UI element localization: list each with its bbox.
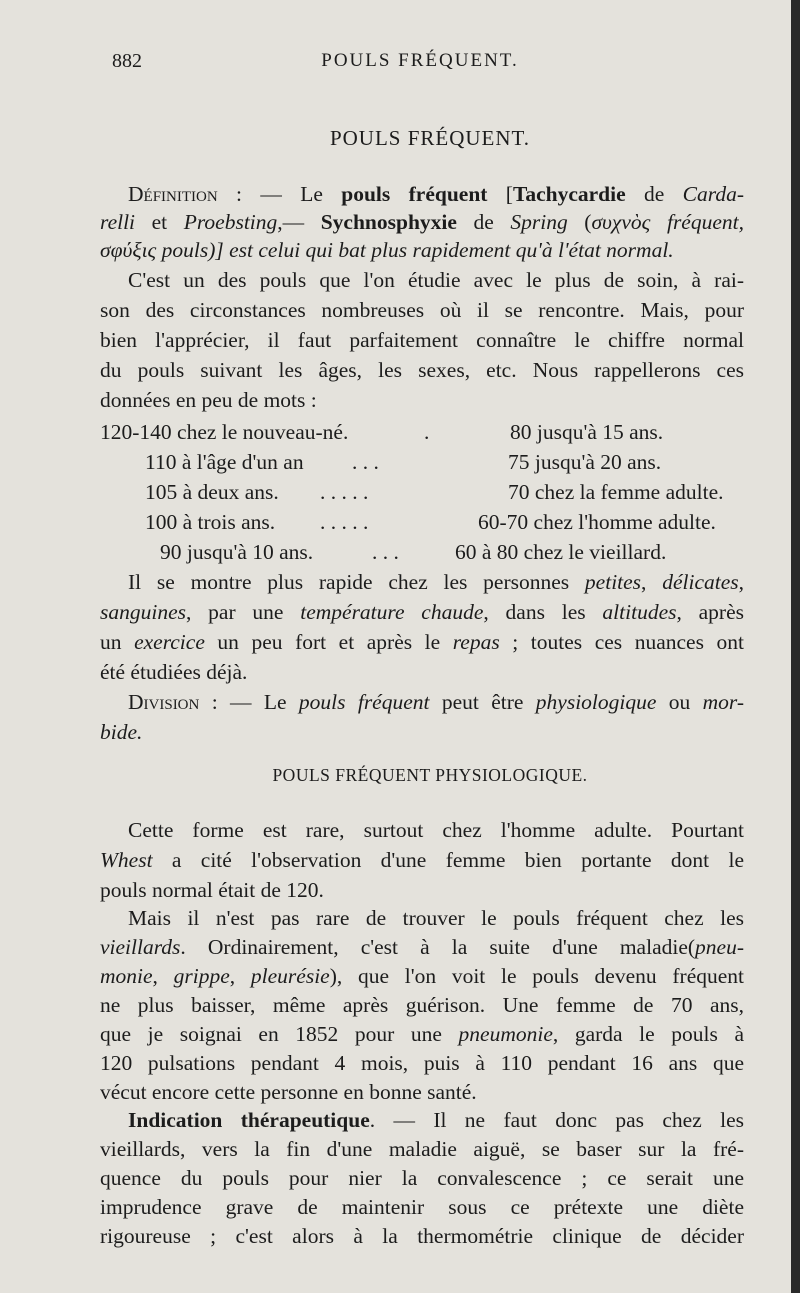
subsection-title: POULS FRÉQUENT PHYSIOLOGIQUE. (272, 765, 588, 785)
rates-left-3: 105 à deux ans. (145, 480, 279, 504)
p5-line-3: quence du pouls pour nier la convalescence ; ce serait une (100, 1166, 744, 1190)
rates-dots-1: . (424, 420, 430, 444)
p1-line-2: son des circonstances nombreuses où il se rencontre. Mais, pour (100, 298, 744, 322)
p5-line-5: rigoureuse ; c'est alors à la thermométrie clinique de décider (100, 1224, 744, 1248)
rates-dots-3: . . . . . (320, 480, 369, 504)
p2-line-1: Il se montre plus rapide chez les personnes petites, délicates, (128, 570, 744, 594)
p1-line-5: données en peu de mots : (100, 388, 317, 412)
rates-left-1: 120-140 chez le nouveau-né. (100, 420, 349, 444)
rates-right-1: 80 jusqu'à 15 ans. (510, 420, 664, 444)
rates-left-2: 110 à l'âge d'un an (145, 450, 304, 474)
rates-left-5: 90 jusqu'à 10 ans. (160, 540, 314, 564)
definition-line-3: σφύξις pouls)] est celui qui bat plus rapidement qu'à l'état normal. (100, 238, 674, 262)
p4-line-1: Mais il n'est pas rare de trouver le pouls fréquent chez les (128, 906, 744, 930)
definition-line-1: Définition : — Le pouls fréquent [Tachycardie de Carda- (128, 182, 744, 206)
p4-line-4: ne plus baisser, même après guérison. Une femme de 70 ans, (100, 993, 744, 1017)
definition-line-2: relli et Proebsting,— Sychnosphyxie de Spring (συχνὸς fréquent, (100, 210, 744, 234)
p1-line-3: bien l'apprécier, il faut parfaitement connaître le chiffre normal (100, 328, 744, 352)
rates-dots-2: . . . (352, 450, 379, 474)
p5-line-4: imprudence grave de maintenir sous ce prétexte une diète (100, 1195, 744, 1219)
p3-line-3: pouls normal était de 120. (100, 878, 324, 902)
p3-line-1: Cette forme est rare, surtout chez l'homme adulte. Pourtant (128, 818, 744, 842)
section-title: POULS FRÉQUENT. (329, 126, 531, 150)
p2-line-2: sanguines, par une température chaude, dans les altitudes, après (100, 600, 745, 624)
p4-line-2: vieillards. Ordinairement, c'est à la suite d'une maladie(pneu- (100, 935, 744, 959)
division-line-1: Division : — Le pouls fréquent peut être physiologique ou mor- (128, 690, 744, 714)
rates-right-4: 60-70 chez l'homme adulte. (478, 510, 716, 534)
rates-right-3: 70 chez la femme adulte. (508, 480, 724, 504)
p1-line-4: du pouls suivant les âges, les sexes, etc. Nous rappellerons ces (100, 358, 744, 382)
p4-line-3: monie, grippe, pleurésie), que l'on voit le pouls devenu fréquent (100, 964, 745, 988)
rates-right-2: 75 jusqu'à 20 ans. (508, 450, 662, 474)
p2-line-4: été étudiées déjà. (100, 660, 248, 684)
rates-right-5: 60 à 80 chez le vieillard. (455, 540, 667, 564)
division-line-2: bide. (100, 720, 143, 744)
p5-line-1: Indication thérapeutique. — Il ne faut donc pas chez les (128, 1108, 744, 1132)
p4-line-6: 120 pulsations pendant 4 mois, puis à 110 pendant 16 ans que (100, 1051, 744, 1075)
rates-dots-5: . . . (372, 540, 399, 564)
p4-line-5: que je soignai en 1852 pour une pneumonie, garda le pouls à (100, 1022, 744, 1046)
rates-dots-4: . . . . . (320, 510, 369, 534)
p5-line-2: vieillards, vers la fin d'une maladie aiguë, se baser sur la fré- (100, 1137, 744, 1161)
page-edge-shadow (791, 0, 800, 1293)
rates-left-4: 100 à trois ans. (145, 510, 276, 534)
p4-line-7: vécut encore cette personne en bonne santé. (100, 1080, 477, 1104)
page-number: 882 (112, 50, 142, 72)
p2-line-3: un exercice un peu fort et après le repas ; toutes ces nuances ont (100, 630, 744, 654)
p1-line-1: C'est un des pouls que l'on étudie avec le plus de soin, à rai- (128, 268, 744, 292)
p3-line-2: Whest a cité l'observation d'une femme bien portante dont le (100, 848, 744, 872)
running-head-title: POULS FRÉQUENT. (321, 50, 519, 71)
